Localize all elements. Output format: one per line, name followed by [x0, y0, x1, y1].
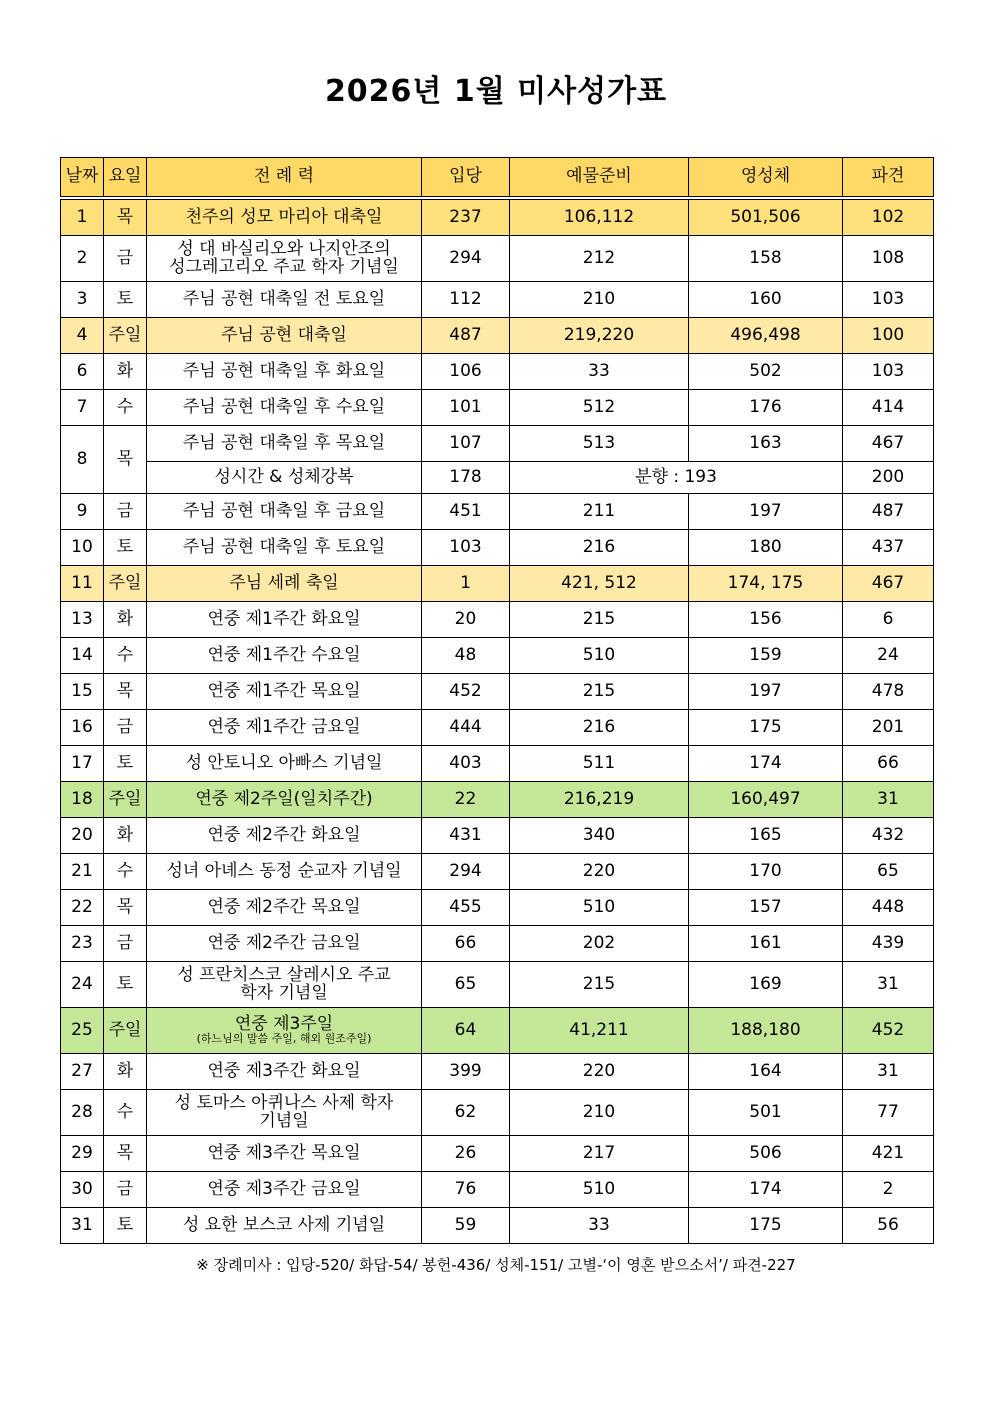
liturgy-title: 천주의 성모 마리아 대축일 [185, 206, 383, 227]
table-row [61, 1172, 934, 1208]
date-cell: 22 [61, 890, 104, 926]
dismissal-hymn-cell: 24 [843, 638, 934, 674]
communion-hymn-cell: 158 [689, 236, 843, 282]
table-row [61, 282, 934, 318]
incense-hymn-cell: 분향 : 193 [510, 462, 843, 494]
dismissal-hymn-cell: 432 [843, 818, 934, 854]
day-cell: 토 [104, 962, 147, 1008]
communion-hymn-cell: 501 [689, 1090, 843, 1136]
communion-hymn-cell: 169 [689, 962, 843, 1008]
entrance-hymn-cell: 294 [422, 236, 510, 282]
liturgy-title: 연중 제3주간 화요일 [207, 1060, 361, 1081]
table-row [61, 318, 934, 354]
offertory-hymn-cell: 106,112 [510, 198, 689, 236]
dismissal-hymn-cell: 452 [843, 1008, 934, 1054]
communion-hymn-cell: 156 [689, 602, 843, 638]
table-row [61, 354, 934, 390]
liturgy-cell [147, 462, 422, 494]
liturgy-cell [147, 746, 422, 782]
date-cell: 6 [61, 354, 104, 390]
table-row [61, 782, 934, 818]
entrance-hymn-cell: 101 [422, 390, 510, 426]
liturgy-cell [147, 1208, 422, 1244]
liturgy-title: 주님 공현 대축일 전 토요일 [182, 288, 386, 309]
table-row [61, 818, 934, 854]
funeral-mass-note: ※ 장례미사 : 입당-520/ 화답-54/ 봉헌-436/ 성체-151/ 고별-‘이 영혼 받으소서’/ 파견-227 [196, 1256, 796, 1274]
table-row [61, 494, 934, 530]
liturgy-cell [147, 710, 422, 746]
table-row [61, 1008, 934, 1054]
dismissal-hymn-cell: 102 [843, 198, 934, 236]
offertory-hymn-cell: 220 [510, 1054, 689, 1090]
liturgy-cell [147, 236, 422, 282]
dismissal-hymn-cell: 103 [843, 282, 934, 318]
table-row [61, 962, 934, 1008]
liturgy-title: 주님 공현 대축일 후 금요일 [182, 500, 386, 521]
table-row [61, 530, 934, 566]
date-cell: 10 [61, 530, 104, 566]
liturgy-cell [147, 926, 422, 962]
liturgy-title: 성 안토니오 아빠스 기념일 [185, 752, 383, 773]
header-communion: 영성체 [689, 158, 843, 199]
communion-hymn-cell: 157 [689, 890, 843, 926]
offertory-hymn-cell: 33 [510, 354, 689, 390]
communion-hymn-cell: 180 [689, 530, 843, 566]
communion-hymn-cell: 197 [689, 494, 843, 530]
dismissal-hymn-cell: 487 [843, 494, 934, 530]
liturgy-cell [147, 818, 422, 854]
date-cell: 7 [61, 390, 104, 426]
liturgy-cell [147, 530, 422, 566]
dismissal-hymn-cell: 56 [843, 1208, 934, 1244]
dismissal-hymn-cell: 66 [843, 746, 934, 782]
day-cell: 목 [104, 198, 147, 236]
date-cell: 31 [61, 1208, 104, 1244]
liturgy-title: 성 프란치스코 살레시오 주교 [177, 964, 391, 985]
dismissal-hymn-cell: 103 [843, 354, 934, 390]
communion-hymn-cell: 160,497 [689, 782, 843, 818]
day-cell: 화 [104, 1054, 147, 1090]
dismissal-hymn-cell: 108 [843, 236, 934, 282]
dismissal-hymn-cell: 100 [843, 318, 934, 354]
communion-hymn-cell: 160 [689, 282, 843, 318]
liturgy-title: 연중 제3주간 목요일 [207, 1142, 361, 1163]
table-row [61, 1090, 934, 1136]
day-cell: 목 [104, 1136, 147, 1172]
liturgy-cell [147, 602, 422, 638]
liturgy-cell [147, 854, 422, 890]
entrance-hymn-cell: 62 [422, 1090, 510, 1136]
entrance-hymn-cell: 1 [422, 566, 510, 602]
table-row [61, 390, 934, 426]
communion-hymn-cell: 496,498 [689, 318, 843, 354]
liturgy-title: 연중 제1주간 목요일 [207, 680, 361, 701]
day-cell: 토 [104, 746, 147, 782]
dismissal-hymn-cell: 421 [843, 1136, 934, 1172]
table-row [61, 566, 934, 602]
offertory-hymn-cell: 202 [510, 926, 689, 962]
table-row [61, 746, 934, 782]
liturgy-cell [147, 674, 422, 710]
dismissal-hymn-cell: 448 [843, 890, 934, 926]
offertory-hymn-cell: 510 [510, 890, 689, 926]
entrance-hymn-cell: 178 [422, 462, 510, 494]
table-row [61, 638, 934, 674]
header-date: 날짜 [61, 158, 104, 199]
entrance-hymn-cell: 20 [422, 602, 510, 638]
liturgy-title: 성녀 아녜스 동정 순교자 기념일 [166, 860, 402, 881]
day-cell: 금 [104, 926, 147, 962]
communion-hymn-cell: 164 [689, 1054, 843, 1090]
dismissal-hymn-cell: 6 [843, 602, 934, 638]
liturgy-title-line2: 성그레고리오 주교 학자 기념일 [169, 256, 399, 277]
date-cell: 28 [61, 1090, 104, 1136]
dismissal-hymn-cell: 467 [843, 426, 934, 462]
entrance-hymn-cell: 59 [422, 1208, 510, 1244]
date-cell: 23 [61, 926, 104, 962]
communion-hymn-cell: 175 [689, 710, 843, 746]
dismissal-hymn-cell: 31 [843, 962, 934, 1008]
communion-hymn-cell: 174 [689, 1172, 843, 1208]
offertory-hymn-cell: 219,220 [510, 318, 689, 354]
entrance-hymn-cell: 65 [422, 962, 510, 1008]
table-row [61, 236, 934, 282]
communion-hymn-cell: 161 [689, 926, 843, 962]
table-row [61, 602, 934, 638]
date-cell: 11 [61, 566, 104, 602]
date-cell: 21 [61, 854, 104, 890]
entrance-hymn-cell: 26 [422, 1136, 510, 1172]
liturgy-cell [147, 1008, 422, 1054]
dismissal-hymn-cell: 478 [843, 674, 934, 710]
offertory-hymn-cell: 217 [510, 1136, 689, 1172]
offertory-hymn-cell: 510 [510, 1172, 689, 1208]
liturgy-cell [147, 494, 422, 530]
day-cell: 금 [104, 1172, 147, 1208]
liturgy-title: 성 요한 보스코 사제 기념일 [182, 1214, 386, 1235]
table-header-row [61, 158, 934, 199]
date-cell: 16 [61, 710, 104, 746]
mass-hymn-table [60, 157, 934, 1244]
offertory-hymn-cell: 210 [510, 282, 689, 318]
date-cell: 13 [61, 602, 104, 638]
liturgy-title: 연중 제3주일 [234, 1013, 334, 1034]
date-cell: 8 [61, 426, 104, 494]
table-row [61, 674, 934, 710]
entrance-hymn-cell: 107 [422, 426, 510, 462]
date-cell: 15 [61, 674, 104, 710]
offertory-hymn-cell: 215 [510, 962, 689, 1008]
table-row [61, 926, 934, 962]
offertory-hymn-cell: 511 [510, 746, 689, 782]
liturgy-title: 성시간 & 성체강복 [214, 466, 354, 487]
day-cell: 수 [104, 638, 147, 674]
entrance-hymn-cell: 452 [422, 674, 510, 710]
date-cell: 3 [61, 282, 104, 318]
entrance-hymn-cell: 106 [422, 354, 510, 390]
liturgy-title: 연중 제2주간 목요일 [207, 896, 361, 917]
table-row [61, 890, 934, 926]
liturgy-title: 주님 공현 대축일 후 수요일 [182, 396, 386, 417]
day-cell: 목 [104, 890, 147, 926]
liturgy-title: 주님 세례 축일 [229, 572, 339, 593]
communion-hymn-cell: 188,180 [689, 1008, 843, 1054]
header-entrance: 입당 [422, 158, 510, 199]
header-day: 요일 [104, 158, 147, 199]
liturgy-title: 연중 제2주일(일치주간) [195, 788, 373, 809]
date-cell: 27 [61, 1054, 104, 1090]
dismissal-hymn-cell: 437 [843, 530, 934, 566]
day-cell: 금 [104, 710, 147, 746]
liturgy-title: 연중 제1주간 화요일 [207, 608, 361, 629]
liturgy-title: 연중 제2주간 금요일 [207, 932, 361, 953]
table-row [61, 1208, 934, 1244]
dismissal-hymn-cell: 439 [843, 926, 934, 962]
liturgy-cell [147, 354, 422, 390]
date-cell: 9 [61, 494, 104, 530]
header-dismissal: 파견 [843, 158, 934, 199]
liturgy-title: 연중 제1주간 금요일 [207, 716, 361, 737]
day-cell: 주일 [104, 566, 147, 602]
day-cell: 수 [104, 854, 147, 890]
day-cell: 금 [104, 494, 147, 530]
day-cell: 화 [104, 354, 147, 390]
liturgy-cell [147, 890, 422, 926]
entrance-hymn-cell: 64 [422, 1008, 510, 1054]
day-cell: 화 [104, 602, 147, 638]
entrance-hymn-cell: 103 [422, 530, 510, 566]
communion-hymn-cell: 159 [689, 638, 843, 674]
day-cell: 토 [104, 1208, 147, 1244]
offertory-hymn-cell: 211 [510, 494, 689, 530]
entrance-hymn-cell: 22 [422, 782, 510, 818]
entrance-hymn-cell: 455 [422, 890, 510, 926]
communion-hymn-cell: 170 [689, 854, 843, 890]
date-cell: 25 [61, 1008, 104, 1054]
liturgy-title: 성 대 바실리오와 나지안조의 [177, 238, 391, 259]
offertory-hymn-cell: 216 [510, 530, 689, 566]
entrance-hymn-cell: 431 [422, 818, 510, 854]
communion-hymn-cell: 501,506 [689, 198, 843, 236]
liturgy-cell [147, 1172, 422, 1208]
liturgy-cell [147, 390, 422, 426]
liturgy-cell [147, 282, 422, 318]
day-cell: 주일 [104, 1008, 147, 1054]
entrance-hymn-cell: 294 [422, 854, 510, 890]
liturgy-cell [147, 1090, 422, 1136]
liturgy-title-line2: 기념일 [259, 1110, 309, 1131]
table-row [61, 1136, 934, 1172]
entrance-hymn-cell: 444 [422, 710, 510, 746]
table-row [61, 462, 934, 494]
date-cell: 14 [61, 638, 104, 674]
liturgy-cell [147, 318, 422, 354]
liturgy-title: 연중 제1주간 수요일 [207, 644, 361, 665]
dismissal-hymn-cell: 414 [843, 390, 934, 426]
date-cell: 30 [61, 1172, 104, 1208]
table-row [61, 198, 934, 236]
offertory-hymn-cell: 212 [510, 236, 689, 282]
dismissal-hymn-cell: 467 [843, 566, 934, 602]
liturgy-title: 주님 공현 대축일 [221, 324, 347, 345]
liturgy-title: 연중 제3주간 금요일 [207, 1178, 361, 1199]
offertory-hymn-cell: 41,211 [510, 1008, 689, 1054]
liturgy-title: 주님 공현 대축일 후 화요일 [182, 360, 386, 381]
date-cell: 20 [61, 818, 104, 854]
liturgy-cell [147, 782, 422, 818]
dismissal-hymn-cell: 31 [843, 782, 934, 818]
day-cell: 수 [104, 1090, 147, 1136]
day-cell: 목 [104, 674, 147, 710]
dismissal-hymn-cell: 200 [843, 462, 934, 494]
day-cell: 화 [104, 818, 147, 854]
date-cell: 29 [61, 1136, 104, 1172]
dismissal-hymn-cell: 2 [843, 1172, 934, 1208]
day-cell: 토 [104, 282, 147, 318]
entrance-hymn-cell: 66 [422, 926, 510, 962]
dismissal-hymn-cell: 77 [843, 1090, 934, 1136]
dismissal-hymn-cell: 201 [843, 710, 934, 746]
liturgy-title: 성 토마스 아퀴나스 사제 학자 [174, 1092, 394, 1113]
liturgy-cell [147, 1054, 422, 1090]
entrance-hymn-cell: 48 [422, 638, 510, 674]
header-liturgy: 전 례 력 [147, 158, 422, 199]
entrance-hymn-cell: 112 [422, 282, 510, 318]
communion-hymn-cell: 197 [689, 674, 843, 710]
offertory-hymn-cell: 216,219 [510, 782, 689, 818]
day-cell: 수 [104, 390, 147, 426]
day-cell: 주일 [104, 782, 147, 818]
offertory-hymn-cell: 215 [510, 674, 689, 710]
table-row [61, 854, 934, 890]
offertory-hymn-cell: 215 [510, 602, 689, 638]
entrance-hymn-cell: 237 [422, 198, 510, 236]
entrance-hymn-cell: 76 [422, 1172, 510, 1208]
entrance-hymn-cell: 399 [422, 1054, 510, 1090]
communion-hymn-cell: 174, 175 [689, 566, 843, 602]
entrance-hymn-cell: 403 [422, 746, 510, 782]
date-cell: 24 [61, 962, 104, 1008]
liturgy-cell [147, 198, 422, 236]
date-cell: 18 [61, 782, 104, 818]
table-row [61, 710, 934, 746]
offertory-hymn-cell: 220 [510, 854, 689, 890]
communion-hymn-cell: 174 [689, 746, 843, 782]
offertory-hymn-cell: 216 [510, 710, 689, 746]
date-cell: 1 [61, 198, 104, 236]
day-cell: 목 [104, 426, 147, 494]
dismissal-hymn-cell: 31 [843, 1054, 934, 1090]
date-cell: 2 [61, 236, 104, 282]
communion-hymn-cell: 506 [689, 1136, 843, 1172]
liturgy-title: 주님 공현 대축일 후 목요일 [182, 432, 386, 453]
communion-hymn-cell: 502 [689, 354, 843, 390]
offertory-hymn-cell: 512 [510, 390, 689, 426]
liturgy-cell [147, 638, 422, 674]
table-row [61, 426, 934, 462]
offertory-hymn-cell: 510 [510, 638, 689, 674]
date-cell: 17 [61, 746, 104, 782]
entrance-hymn-cell: 451 [422, 494, 510, 530]
liturgy-note: (하느님의 말씀 주일, 해외 원조주일) [196, 1032, 372, 1046]
page-title: 2026년 1월 미사성가표 [324, 74, 668, 109]
offertory-hymn-cell: 513 [510, 426, 689, 462]
liturgy-title: 주님 공현 대축일 후 토요일 [182, 536, 386, 557]
header-offertory: 예물준비 [510, 158, 689, 199]
liturgy-cell [147, 1136, 422, 1172]
offertory-hymn-cell: 33 [510, 1208, 689, 1244]
communion-hymn-cell: 175 [689, 1208, 843, 1244]
table-row [61, 1054, 934, 1090]
date-cell: 4 [61, 318, 104, 354]
offertory-hymn-cell: 340 [510, 818, 689, 854]
day-cell: 토 [104, 530, 147, 566]
liturgy-title-line2: 학자 기념일 [240, 982, 328, 1003]
day-cell: 주일 [104, 318, 147, 354]
offertory-hymn-cell: 421, 512 [510, 566, 689, 602]
liturgy-cell [147, 426, 422, 462]
communion-hymn-cell: 165 [689, 818, 843, 854]
liturgy-cell [147, 962, 422, 1008]
offertory-hymn-cell: 210 [510, 1090, 689, 1136]
liturgy-title: 연중 제2주간 화요일 [207, 824, 361, 845]
entrance-hymn-cell: 487 [422, 318, 510, 354]
liturgy-cell [147, 566, 422, 602]
dismissal-hymn-cell: 65 [843, 854, 934, 890]
communion-hymn-cell: 176 [689, 390, 843, 426]
day-cell: 금 [104, 236, 147, 282]
communion-hymn-cell: 163 [689, 426, 843, 462]
